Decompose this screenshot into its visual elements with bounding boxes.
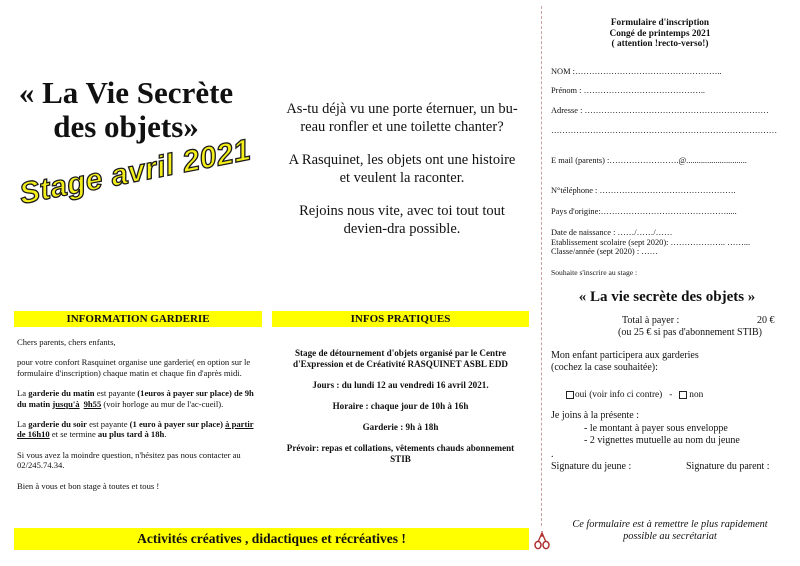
- garderie-banner: INFORMATION GARDERIE: [14, 311, 262, 327]
- signature-parent[interactable]: Signature du parent :: [686, 461, 770, 472]
- souhaite-label: Souhaite s'inscrire au stage :: [551, 268, 638, 277]
- pratiques-banner: INFOS PRATIQUES: [272, 311, 529, 327]
- total-label: Total à payer :: [622, 315, 680, 326]
- contact-question: Si vous avez la moindre question, n'hésitez pas nous contacter au 02/245.74.34.: [17, 449, 241, 471]
- greeting: Chers parents, chers enfants,: [17, 337, 116, 347]
- text: est payante: [86, 419, 130, 430]
- form-header: [600, 18, 720, 50]
- pratiques-garderie: Garderie : 9h à 18h: [362, 422, 439, 432]
- option-separator: -: [662, 390, 677, 400]
- garderie-matin: [17, 388, 262, 409]
- email-field[interactable]: E mail (parents) :…………………….@.............................: [551, 156, 747, 165]
- text: .: [164, 429, 167, 440]
- oui-option-label: oui (voir info ci contre): [575, 390, 663, 400]
- checkbox-icon[interactable]: [679, 391, 687, 399]
- form-header-title: Formulaire d'inscription: [610, 18, 710, 28]
- price-strong: (1euros à payer sur place): [137, 388, 232, 399]
- time-strong-underline: à partir de 16h10: [17, 419, 254, 440]
- intro-paragraph-3: Rejoins nous vite, avec toi tout tout devien-dra possible.: [299, 203, 505, 237]
- text-strong: garderie du matin: [28, 388, 95, 399]
- dot: .: [551, 449, 554, 460]
- form-header-season: Congé de printemps 2021: [609, 28, 711, 39]
- text: La: [17, 388, 29, 399]
- nom-field[interactable]: NOM :……………………………………………..: [551, 67, 722, 76]
- garderie-info: [17, 337, 262, 501]
- garderie-question: [551, 350, 699, 373]
- pratiques-prevoir: Prévoir: repas et collations, vêtements chauds abonnement STIB: [286, 443, 515, 464]
- text: (voir horloge au mur de l'ac-cueil).: [101, 398, 224, 409]
- intro-paragraph-2: A Rasquinet, les objets ont une histoire et veulent la raconter.: [288, 152, 516, 186]
- pratiques-jours: Jours : du lundi 12 au vendredi 16 avril 2021.: [312, 380, 489, 390]
- adresse-field-line2[interactable]: ………………………………………………………………………: [551, 126, 778, 135]
- pays-field[interactable]: Pays d'origine:……………………………………….....: [551, 207, 737, 216]
- checkbox-icon[interactable]: [566, 391, 574, 399]
- text: et se termine: [49, 429, 98, 440]
- text-strong: garderie du soir: [28, 419, 87, 430]
- garderie-question-line2: (cochez la case souhaitée):: [551, 361, 658, 373]
- total-alternative: (ou 25 € si pas d'abonnement STIB): [618, 327, 763, 338]
- telephone-field[interactable]: N°téléphone : ………………………………………….: [551, 186, 736, 195]
- school-info-block: [551, 228, 750, 257]
- main-title: [4, 76, 248, 144]
- joins-item-1: - le montant à payer sous enveloppe: [584, 423, 728, 434]
- main-title-line2: des objets»: [53, 109, 199, 144]
- cut-line: [541, 6, 542, 526]
- signature-jeune[interactable]: Signature du jeune :: [551, 461, 632, 472]
- garderie-options: [566, 390, 703, 400]
- garderie-intro: pour votre confort Rasquinet organise une garderie( en option sur le formulaire d'inscription) chaque matin et chaque fin d'après midi.: [17, 357, 251, 378]
- garderie-question-line1: Mon enfant participera aux garderies: [551, 350, 699, 361]
- joins-label: Je joins à la présente :: [551, 410, 640, 421]
- activites-banner: Activités créatives , didactiques et récréatives !: [14, 528, 529, 550]
- text: La: [17, 419, 29, 430]
- main-title-line1: « La Vie Secrète: [18, 75, 234, 110]
- form-stage-title: « La vie secrète des objets »: [578, 289, 756, 305]
- closing: Bien à vous et bon stage à toutes et tous !: [17, 480, 160, 491]
- total-amount: 20 €: [757, 315, 775, 326]
- non-option-label: non: [686, 390, 704, 400]
- time-strong-underline: 9h55: [83, 398, 102, 409]
- text: est payante: [94, 388, 138, 399]
- text-strong: au plus tard à 18h: [97, 429, 165, 440]
- price-strong: (1 euro à payer sur place): [129, 419, 223, 430]
- joins-item-2: - 2 vignettes mutuelle au nom du jeune: [584, 434, 740, 446]
- scissors-icon: [533, 531, 551, 551]
- text-strong-underline: jusqu'à: [52, 398, 80, 409]
- adresse-field[interactable]: Adresse : …………………………………………………………: [551, 106, 769, 115]
- prenom-field[interactable]: Prénom : ……………………………………..: [551, 86, 706, 95]
- text-strong: de 9h du matin: [17, 388, 254, 409]
- pratiques-stage: Stage de détournement d'objets organisé par le Centre d'Expression et de Créativité RASQUINET ASBL EDD: [293, 348, 508, 369]
- stage-title: Stage avril 2021: [16, 133, 254, 211]
- classe-field[interactable]: Classe/année (sept 2020) : ……: [551, 247, 658, 256]
- intro-text: [282, 100, 522, 253]
- naissance-field[interactable]: Date de naissance : ……/……/……: [551, 228, 673, 237]
- pratiques-info: [278, 348, 523, 475]
- form-header-note: ( attention !recto-verso!): [611, 39, 709, 49]
- etablissement-field[interactable]: Etablissement scolaire (sept 2020): ……………….. ……...: [551, 237, 751, 247]
- joins-list: [584, 423, 740, 446]
- intro-paragraph-1: As-tu déjà vu une porte éternuer, un bu-reau ronfler et une toilette chanter?: [286, 101, 518, 135]
- pratiques-horaire: Horaire : chaque jour de 10h à 16h: [332, 401, 469, 411]
- garderie-soir: [17, 419, 262, 440]
- form-footer-note: Ce formulaire est à remettre le plus rapidement possible au secrétariat: [572, 519, 768, 542]
